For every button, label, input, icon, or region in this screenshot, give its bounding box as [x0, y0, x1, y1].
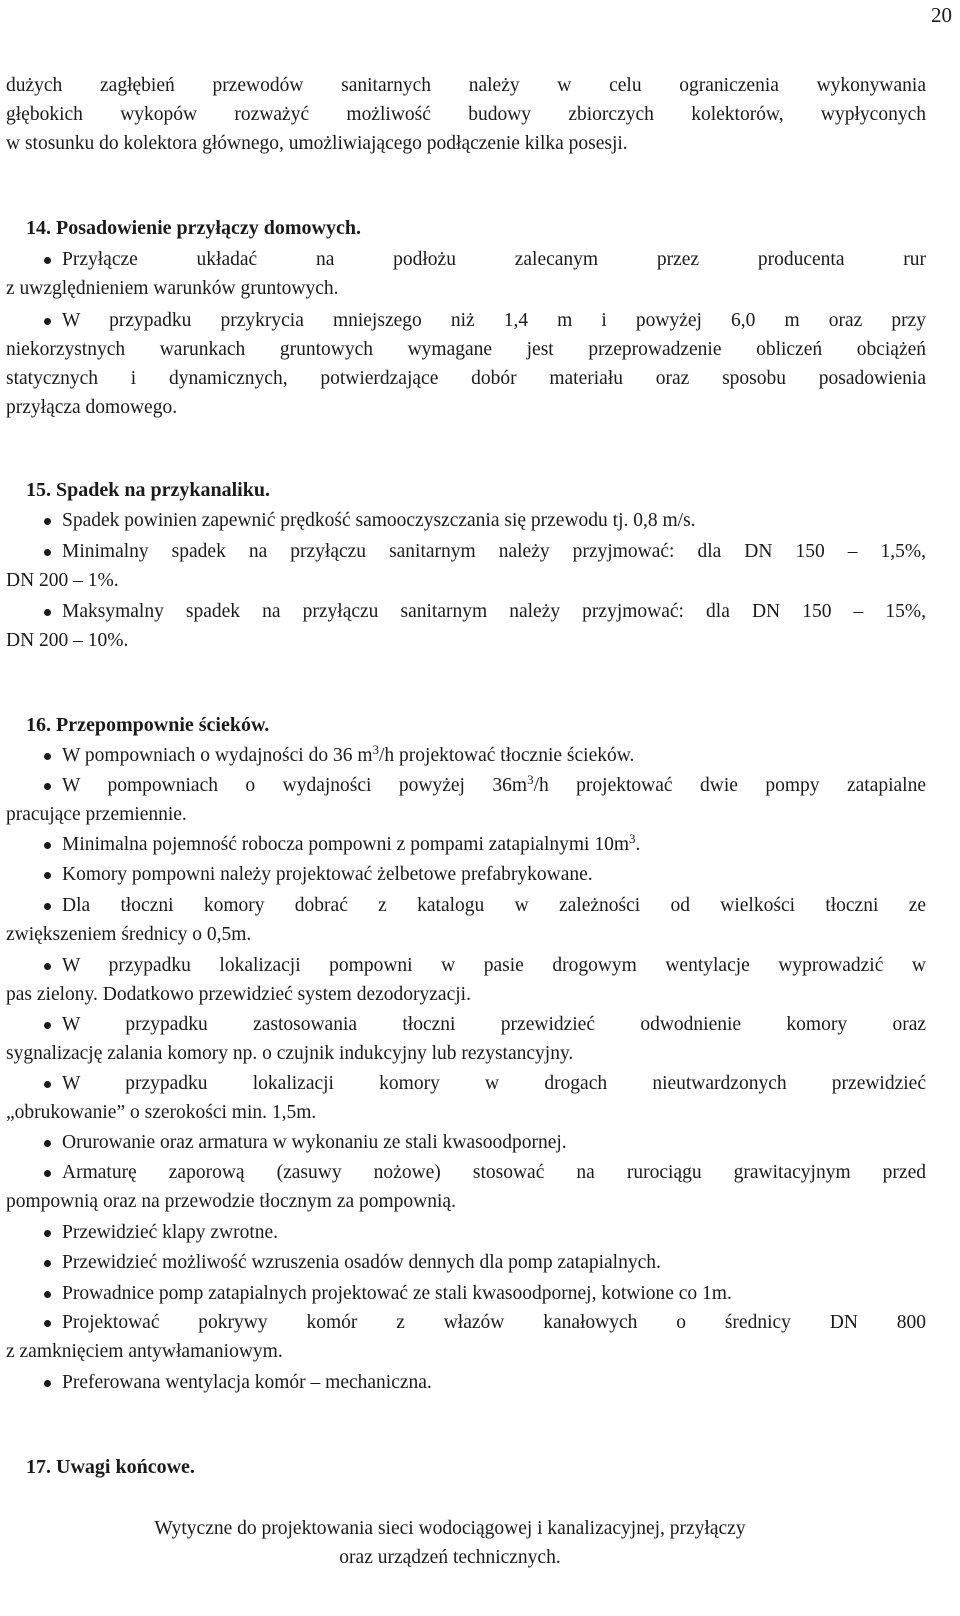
section-16-item-12: Przewidzieć możliwość wzruszenia osadów dennych dla pomp zatapialnych.: [6, 1248, 926, 1277]
intro-line-1: dużych zagłębień przewodów sanitarnych należy w celu ograniczenia wykonywania: [6, 75, 926, 96]
bullet-icon: [44, 1260, 51, 1267]
section-14-item-2: W przypadku przykrycia mniejszego niż 1,4 m i powyżej 6,0 m oraz przy niekorzystnych warunkach gruntowych wymagane jest przeprowadzenie obliczeń obciążeń statycznych i dynamicznych, potwierdzające dobór materiału oraz sposobu posadowienia przyłącza domowego.: [6, 310, 926, 418]
bullet-icon: [44, 903, 51, 910]
section-14-heading: 14. Posadowienie przyłączy domowych.: [26, 217, 361, 239]
bullet-icon: [44, 318, 51, 325]
section-16-item-6: W przypadku lokalizacji pompowni w pasie drogowym wentylacje wyprowadzić w pas zielony. Dodatkowo przewidzieć system dezodoryzacji.: [6, 955, 926, 1005]
section-16-item-9: Orurowanie oraz armatura w wykonaniu ze stali kwasoodpornej.: [6, 1128, 926, 1157]
bullet-icon: [44, 1022, 51, 1029]
page-number: 20: [931, 3, 952, 27]
section-16-item-4: Komory pompowni należy projektować żelbetowe prefabrykowane.: [6, 860, 926, 889]
bullet-icon: [44, 872, 51, 879]
section-15-item-2: Minimalny spadek na przyłączu sanitarnym należy przyjmować: dla DN 150 – 1,5%, DN 200 – 1%.: [6, 541, 926, 591]
bullet-icon: [44, 753, 51, 760]
footer-line-1: Wytyczne do projektowania sieci wodociągowej i kanalizacyjnej, przyłączy: [154, 1518, 746, 1539]
bullet-icon: [44, 549, 51, 556]
bullet-icon: [44, 783, 51, 790]
bullet-icon: [44, 1140, 51, 1147]
section-16-item-3: Minimalna pojemność robocza pompowni z pompami zatapialnymi $10m^3$.: [6, 830, 926, 859]
bullet-icon: [44, 1380, 51, 1387]
bullet-icon: [44, 257, 51, 264]
section-16-item-14: Projektować pokrywy komór z włazów kanałowych o średnicy DN 800 z zamknięciem antywłamaniowym.: [6, 1312, 926, 1362]
bullet-icon: [44, 1081, 51, 1088]
section-16-item-13: Prowadnice pomp zatapialnych projektować ze stali kwasoodpornej, kotwione co 1m.: [6, 1279, 926, 1308]
section-16-item-10: Armaturę zaporową (zasuwy nożowe) stosować na rurociągu grawitacyjnym przed pompownią oraz na przewodzie tłocznym za pompownią.: [6, 1162, 926, 1212]
section-16-item-1: W pompowniach o wydajności do 36 $m^3/h$ projektować tłocznie ścieków.: [6, 741, 926, 770]
section-14-item-1: Przyłącze układać na podłożu zalecanym przez producenta rur z uwzględnieniem warunków gruntowych.: [6, 249, 926, 299]
section-15-item-1: Spadek powinien zapewnić prędkość samooczyszczania się przewodu tj. 0,8 m/s.: [6, 506, 926, 535]
bullet-icon: [44, 1170, 51, 1177]
intro-line-2: głębokich wykopów rozważyć możliwość budowy zbiorczych kolektorów, wypłyconych: [6, 104, 926, 125]
section-16-item-11: Przewidzieć klapy zwrotne.: [6, 1218, 926, 1247]
bullet-icon: [44, 609, 51, 616]
bullet-icon: [44, 1320, 51, 1327]
intro-line-3: w stosunku do kolektora głównego, umożliwiającego podłączenie kilka posesji.: [6, 133, 628, 154]
bullet-icon: [44, 518, 51, 525]
section-16-item-7: W przypadku zastosowania tłoczni przewidzieć odwodnienie komory oraz sygnalizację zalania komory np. o czujnik indukcyjny lub rezystancyjny.: [6, 1014, 926, 1064]
section-16-item-2: W pompowniach o wydajności powyżej $36m^3/h$ projektować dwie pompy zatapialne pracujące przemiennie.: [6, 772, 926, 825]
bullet-icon: [44, 963, 51, 970]
bullet-icon: [44, 1230, 51, 1237]
bullet-icon: [44, 1291, 51, 1298]
section-17-heading: 17. Uwagi końcowe.: [26, 1456, 195, 1478]
section-16-heading: 16. Przepompownie ścieków.: [26, 714, 270, 736]
section-15-heading: 15. Spadek na przykanaliku.: [26, 479, 270, 501]
bullet-icon: [44, 842, 51, 849]
section-16-item-15: Preferowana wentylacja komór – mechaniczna.: [6, 1368, 926, 1397]
section-16-item-5: Dla tłoczni komory dobrać z katalogu w zależności od wielkości tłoczni ze zwiększeniem średnicy o 0,5m.: [6, 895, 926, 945]
section-16-item-8: W przypadku lokalizacji komory w drogach nieutwardzonych przewidzieć „obrukowanie” o szerokości min. 1,5m.: [6, 1073, 926, 1123]
section-15-item-3: Maksymalny spadek na przyłączu sanitarnym należy przyjmować: dla DN 150 – 15%, DN 200 – 10%.: [6, 601, 926, 651]
footer-line-2: oraz urządzeń technicznych.: [339, 1547, 561, 1568]
